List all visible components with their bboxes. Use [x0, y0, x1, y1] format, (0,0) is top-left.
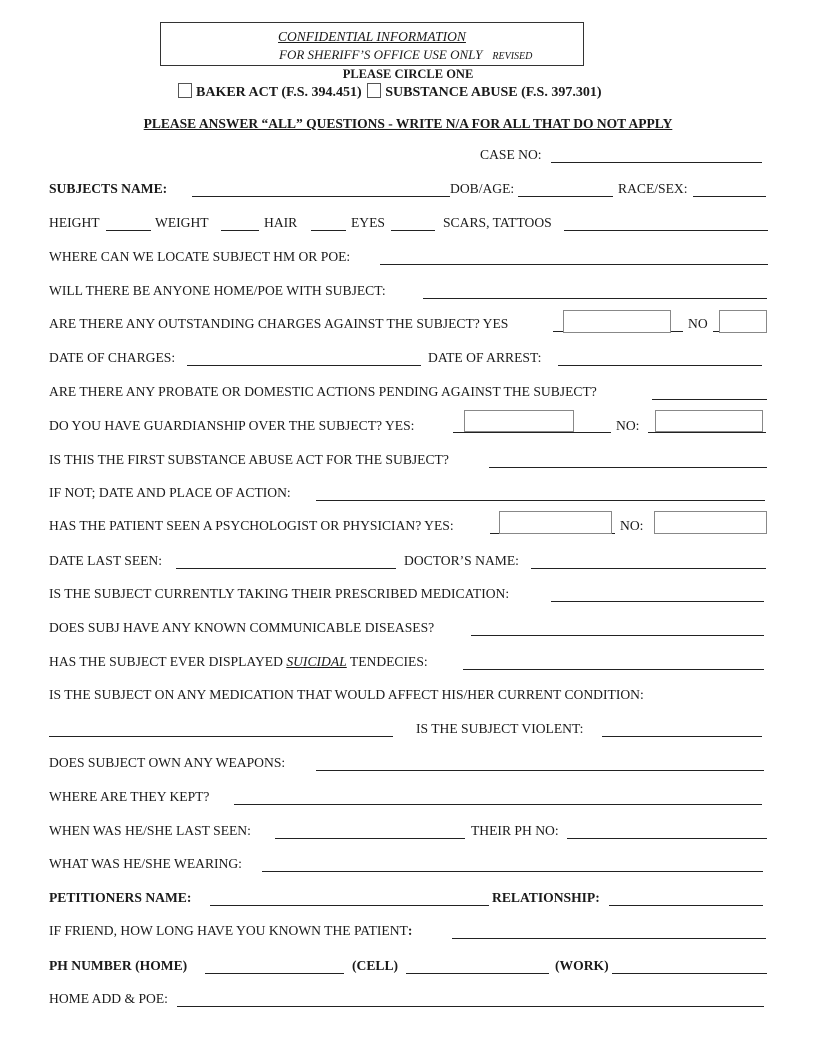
first-act-field[interactable]	[489, 467, 767, 468]
home-add-field[interactable]	[177, 1006, 764, 1007]
office-use-text: FOR SHERIFF’S OFFICE USE ONLY	[279, 47, 483, 62]
violent-field[interactable]	[602, 736, 762, 737]
doctor-name-label: DOCTOR’S NAME:	[404, 553, 519, 568]
date-arrest-field[interactable]	[558, 365, 762, 366]
wearing-field[interactable]	[262, 871, 763, 872]
guardianship-no-underline	[648, 432, 766, 433]
substance-abuse-checkbox[interactable]	[367, 83, 381, 98]
baker-act-checkbox[interactable]	[178, 83, 192, 98]
seen-doctor-label: HAS THE PATIENT SEEN A PSYCHOLOGIST OR PHYSICIAN? YES:	[49, 518, 454, 533]
outstanding-yes-box[interactable]	[563, 310, 671, 333]
baker-act-label: BAKER ACT (F.S. 394.451)	[196, 85, 362, 100]
hair-field[interactable]	[311, 230, 346, 231]
locate-label: WHERE CAN WE LOCATE SUBJECT HM OR POE:	[49, 249, 351, 264]
confidential-title: CONFIDENTIAL INFORMATION	[278, 29, 466, 44]
hair-label: HAIR	[264, 215, 298, 230]
eyes-field[interactable]	[391, 230, 435, 231]
outstanding-charges-label: ARE THERE ANY OUTSTANDING CHARGES AGAINST THE SUBJECT? YES	[49, 316, 509, 331]
dob-age-field[interactable]	[518, 196, 613, 197]
ph-cell-label: (CELL)	[352, 958, 399, 973]
last-seen-field[interactable]	[275, 838, 465, 839]
instruction-heading: PLEASE ANSWER “ALL” QUESTIONS - WRITE N/A FOR ALL THAT DO NOT APPLY	[143, 116, 673, 131]
guardianship-yes-underline	[453, 432, 611, 433]
guardianship-no-label: NO:	[616, 418, 640, 433]
ph-home-field[interactable]	[205, 973, 344, 974]
suicidal-pre: HAS THE SUBJECT EVER DISPLAYED	[49, 654, 283, 669]
taking-meds-field[interactable]	[551, 601, 764, 602]
friend-field[interactable]	[452, 938, 766, 939]
weight-label: WEIGHT	[155, 215, 209, 230]
guardianship-label: DO YOU HAVE GUARDIANSHIP OVER THE SUBJECT? YES:	[49, 418, 415, 433]
kept-field[interactable]	[234, 804, 762, 805]
anyone-home-field[interactable]	[423, 298, 767, 299]
seen-doctor-yes-box[interactable]	[499, 511, 612, 534]
seen-doctor-no-label: NO:	[620, 518, 644, 533]
last-seen-label: WHEN WAS HE/SHE LAST SEEN:	[49, 823, 251, 838]
suicidal-field[interactable]	[463, 669, 764, 670]
petitioners-name-label: PETITIONERS NAME:	[49, 890, 192, 905]
probate-label: ARE THERE ANY PROBATE OR DOMESTIC ACTIONS PENDING AGAINST THE SUBJECT?	[49, 384, 597, 399]
relationship-field[interactable]	[609, 905, 763, 906]
taking-meds-label: IS THE SUBJECT CURRENTLY TAKING THEIR PRESCRIBED MEDICATION:	[49, 586, 510, 601]
ph-work-label: (WORK)	[555, 958, 609, 973]
suicidal-label	[49, 654, 428, 670]
doctor-name-field[interactable]	[531, 568, 766, 569]
if-not-field[interactable]	[316, 500, 765, 501]
petitioners-name-field[interactable]	[210, 905, 489, 906]
office-use-note	[279, 47, 532, 63]
height-label: HEIGHT	[49, 215, 100, 230]
eyes-label: EYES	[351, 215, 385, 230]
medication-affect-label: IS THE SUBJECT ON ANY MEDICATION THAT WOULD AFFECT HIS/HER CURRENT CONDITION:	[49, 687, 644, 702]
seen-doctor-no-box[interactable]	[654, 511, 767, 534]
race-sex-label: RACE/SEX:	[618, 181, 688, 196]
diseases-label: DOES SUBJ HAVE ANY KNOWN COMMUNICABLE DISEASES?	[49, 620, 435, 635]
home-add-label: HOME ADD & POE:	[49, 991, 168, 1006]
kept-label: WHERE ARE THEY KEPT?	[49, 789, 210, 804]
substance-abuse-label: SUBSTANCE ABUSE (F.S. 397.301)	[385, 85, 602, 100]
anyone-home-label: WILL THERE BE ANYONE HOME/POE WITH SUBJECT:	[49, 283, 386, 298]
scars-label: SCARS, TATTOOS	[443, 215, 552, 230]
outstanding-no-label: NO	[688, 316, 708, 331]
dob-age-label: DOB/AGE:	[450, 181, 515, 196]
ph-home-label: PH NUMBER (HOME)	[49, 958, 188, 973]
act-selection-row	[178, 83, 601, 101]
date-arrest-label: DATE OF ARREST:	[428, 350, 542, 365]
height-field[interactable]	[106, 230, 151, 231]
probate-field[interactable]	[652, 399, 767, 400]
wearing-label: WHAT WAS HE/SHE WEARING:	[49, 856, 242, 871]
subjects-name-label: SUBJECTS NAME:	[49, 181, 168, 196]
date-charges-field[interactable]	[187, 365, 421, 366]
guardianship-yes-box[interactable]	[464, 410, 574, 432]
their-ph-field[interactable]	[567, 838, 767, 839]
race-sex-field[interactable]	[693, 196, 766, 197]
first-act-label: IS THIS THE FIRST SUBSTANCE ABUSE ACT FOR THE SUBJECT?	[49, 452, 449, 467]
suicidal-word: SUICIDAL	[286, 654, 347, 669]
scars-field[interactable]	[564, 230, 768, 231]
diseases-field[interactable]	[471, 635, 764, 636]
circle-one-heading: PLEASE CIRCLE ONE	[342, 67, 474, 81]
confidential-header-box	[160, 22, 584, 66]
suicidal-post: TENDECIES:	[349, 654, 428, 669]
case-no-field[interactable]	[551, 162, 762, 163]
locate-field[interactable]	[380, 264, 768, 265]
friend-text: IF FRIEND, HOW LONG HAVE YOU KNOWN THE PATIENT	[49, 923, 408, 938]
date-last-seen-label: DATE LAST SEEN:	[49, 553, 163, 568]
friend-label	[49, 923, 412, 939]
ph-cell-field[interactable]	[406, 973, 549, 974]
weapons-label: DOES SUBJECT OWN ANY WEAPONS:	[49, 755, 286, 770]
violent-label: IS THE SUBJECT VIOLENT:	[416, 721, 584, 736]
their-ph-label: THEIR PH NO:	[471, 823, 559, 838]
date-charges-label: DATE OF CHARGES:	[49, 350, 176, 365]
revised-note: REVISED	[492, 51, 533, 62]
ph-work-field[interactable]	[612, 973, 767, 974]
case-no-label: CASE NO:	[480, 147, 542, 162]
guardianship-no-box[interactable]	[655, 410, 763, 432]
medication-affect-field[interactable]	[49, 736, 393, 737]
if-not-label: IF NOT; DATE AND PLACE OF ACTION:	[49, 485, 291, 500]
date-last-seen-field[interactable]	[176, 568, 396, 569]
weapons-field[interactable]	[316, 770, 764, 771]
relationship-label: RELATIONSHIP:	[492, 890, 600, 905]
weight-field[interactable]	[221, 230, 259, 231]
friend-colon: :	[407, 923, 413, 938]
subjects-name-field[interactable]	[192, 196, 450, 197]
outstanding-no-box[interactable]	[719, 310, 767, 333]
